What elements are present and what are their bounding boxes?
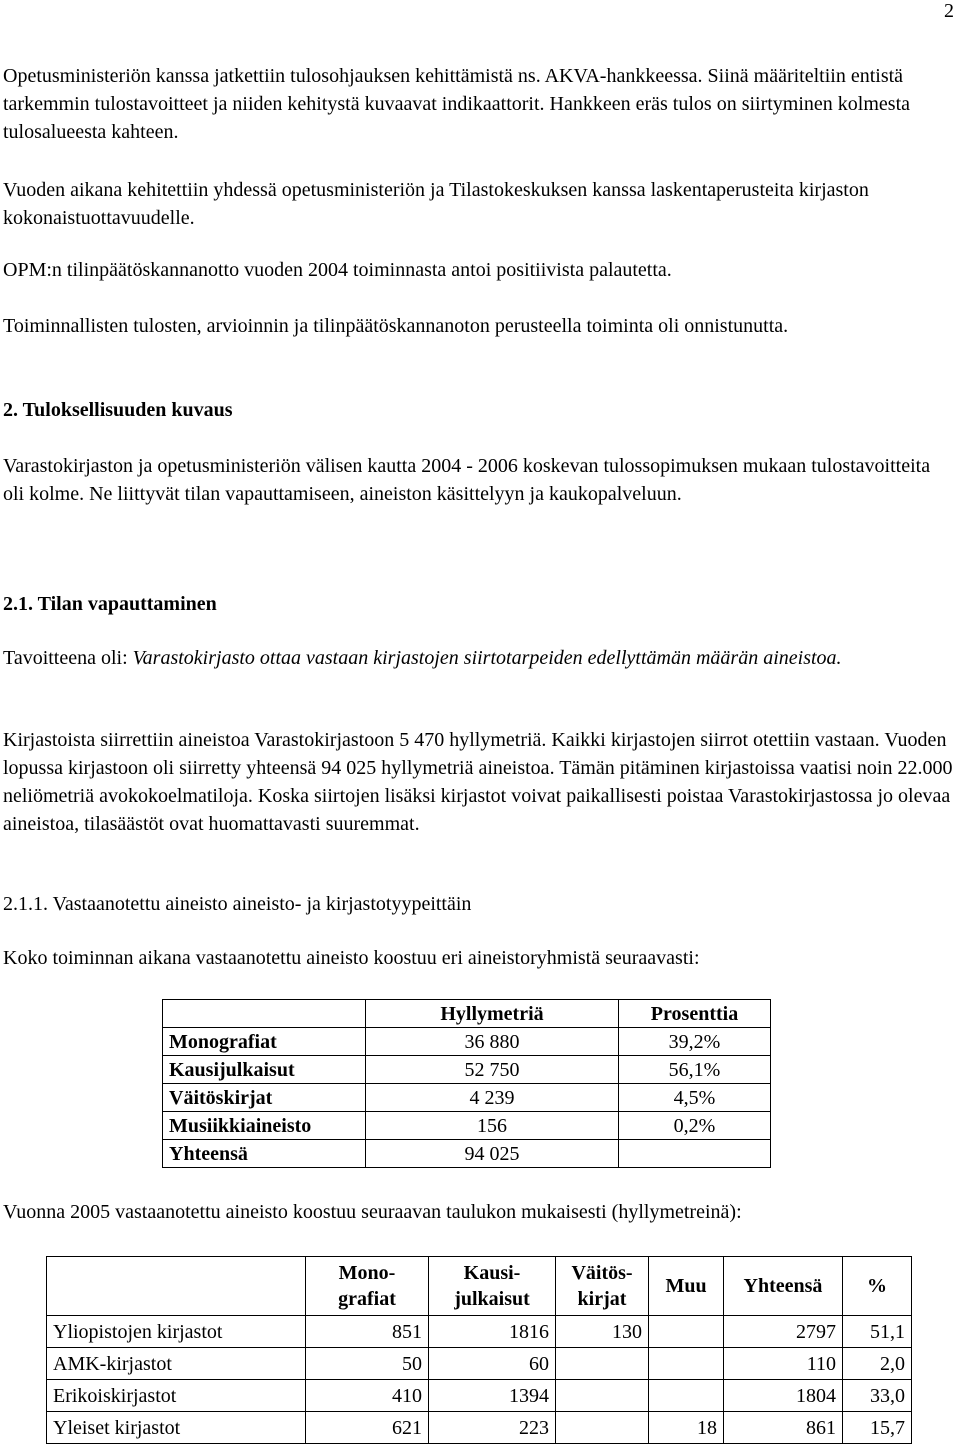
table-cell: 110 [724,1348,843,1380]
goal-italic: Varastokirjasto ottaa vastaan kirjastojen siirtotarpeiden edellyttämän määrän aineistoa. [132,647,842,669]
table-cell: 33,0 [843,1380,912,1412]
table-row [47,1412,912,1444]
table-header-cell: Yhteensä [724,1257,843,1316]
table-cell: 36 880 [366,1028,619,1056]
table-cell: 156 [366,1112,619,1140]
table-cell: 1394 [429,1380,556,1412]
table-row [163,1112,771,1140]
table-header-row [47,1257,912,1316]
paragraph-success: Toiminnallisten tulosten, arvioinnin ja tilinpäätöskannanoton perusteella toiminta oli onnistunutta. [3,315,789,337]
table-header-cell: Väitös- kirjat [556,1257,649,1316]
table-header-cell: Mono- grafiat [306,1257,429,1316]
table-cell: 130 [556,1316,649,1348]
table-cell: 15,7 [843,1412,912,1444]
table-cell: 2,0 [843,1348,912,1380]
table-cell: 18 [649,1412,724,1444]
table-cell [556,1412,649,1444]
table-cell: 410 [306,1380,429,1412]
paragraph-productivity: Vuoden aikana kehitettiin yhdessä opetusministeriön ja Tilastokeskuksen kanssa laskentaperusteita kirjaston kokonaistuottavuudelle. [3,179,869,229]
table-cell: 60 [429,1348,556,1380]
table-cell: Kausijulkaisut [163,1056,366,1084]
table-header-cell: Prosenttia [619,1000,771,1028]
table-cell: AMK-kirjastot [47,1348,306,1380]
table-header-cell: Hyllymetriä [366,1000,619,1028]
table-cell: Monografiat [163,1028,366,1056]
table-cell: Musiikkiaineisto [163,1112,366,1140]
table-cell [649,1348,724,1380]
table-cell: 56,1% [619,1056,771,1084]
table-header-cell [47,1257,306,1316]
table-cell: 861 [724,1412,843,1444]
table-row [163,1140,771,1168]
table-cell: 223 [429,1412,556,1444]
table-cell: Yhteensä [163,1140,366,1168]
table-header-cell: Muu [649,1257,724,1316]
paragraph-transfers: Kirjastoista siirrettiin aineistoa Varastokirjastoon 5 470 hyllymetriä. Kaikki kirjastojen siirrot otettiin vastaan. Vuoden lopussa kirjastoon oli siirretty yhteensä 94 025 hyllymetriä aineistoa. Tämän pitäminen kirjastoissa vaatisi noin 22.000 neliömetriä avokokoelmatiloja. Koska siirtojen lisäksi kirjastot voivat paikallisesti poistaa Varastokirjastossa jo olevaa aineistoa, tilasäästöt ovat huomattavasti suuremmat. [3,729,953,835]
table-cell: 1804 [724,1380,843,1412]
table-cell: 52 750 [366,1056,619,1084]
table-cell [649,1316,724,1348]
page-number: 2 [944,0,954,22]
table-cell: Väitöskirjat [163,1084,366,1112]
paragraph-table1-intro: Koko toiminnan aikana vastaanotettu aineisto koostuu eri aineistoryhmistä seuraavasti: [3,947,700,969]
table-cell: 39,2% [619,1028,771,1056]
table-row [163,1028,771,1056]
table-cell: 4 239 [366,1084,619,1112]
material-2005-table [46,1256,912,1444]
table-cell: Erikoiskirjastot [47,1380,306,1412]
table-header-cell [163,1000,366,1028]
heading-2-1-1: 2.1.1. Vastaanotettu aineisto aineisto- ja kirjastotyypeittäin [3,893,472,915]
material-totals-table [162,999,771,1168]
table-cell [649,1380,724,1412]
table-cell: 621 [306,1412,429,1444]
table-cell: 51,1 [843,1316,912,1348]
table-cell: 50 [306,1348,429,1380]
table-cell: Yliopistojen kirjastot [47,1316,306,1348]
paragraph-agreement: Varastokirjaston ja opetusministeriön välisen kautta 2004 - 2006 koskevan tulossopimuksen mukaan tulostavoitteita oli kolme. Ne liittyvät tilan vapauttamiseen, aineiston käsittelyyn ja kaukopalveluun. [3,455,931,505]
table-row [163,1056,771,1084]
table-cell: 1816 [429,1316,556,1348]
table-cell: 2797 [724,1316,843,1348]
table-row [47,1348,912,1380]
table-cell [619,1140,771,1168]
paragraph-akva: Opetusministeriön kanssa jatkettiin tulosohjauksen kehittämistä ns. AKVA-hankkeessa. Siinä määriteltiin entistä tarkemmin tulostavoitteet ja niiden kehitystä kuvaavat indikaattorit. Hankkeen eräs tulos on siirtyminen kolmesta tulosalueesta kahteen. [3,65,911,143]
table-row [163,1084,771,1112]
heading-2: 2. Tuloksellisuuden kuvaus [3,399,233,421]
paragraph-table2-intro: Vuonna 2005 vastaanotettu aineisto koostuu seuraavan taulukon mukaisesti (hyllymetreinä): [3,1201,742,1223]
table-cell: 0,2% [619,1112,771,1140]
table-header-row [163,1000,771,1028]
table-row [47,1380,912,1412]
paragraph-opm-statement: OPM:n tilinpäätöskannanotto vuoden 2004 toiminnasta antoi positiivista palautetta. [3,259,672,281]
table-row [47,1316,912,1348]
table-cell: Yleiset kirjastot [47,1412,306,1444]
paragraph-goal [3,644,953,672]
table-cell: 94 025 [366,1140,619,1168]
table-cell: 4,5% [619,1084,771,1112]
table-cell: 851 [306,1316,429,1348]
heading-2-1: 2.1. Tilan vapauttaminen [3,593,217,615]
table-cell [556,1380,649,1412]
table-header-cell: Kausi- julkaisut [429,1257,556,1316]
table-header-cell: % [843,1257,912,1316]
goal-lead: Tavoitteena oli: [3,647,133,669]
table-cell [556,1348,649,1380]
